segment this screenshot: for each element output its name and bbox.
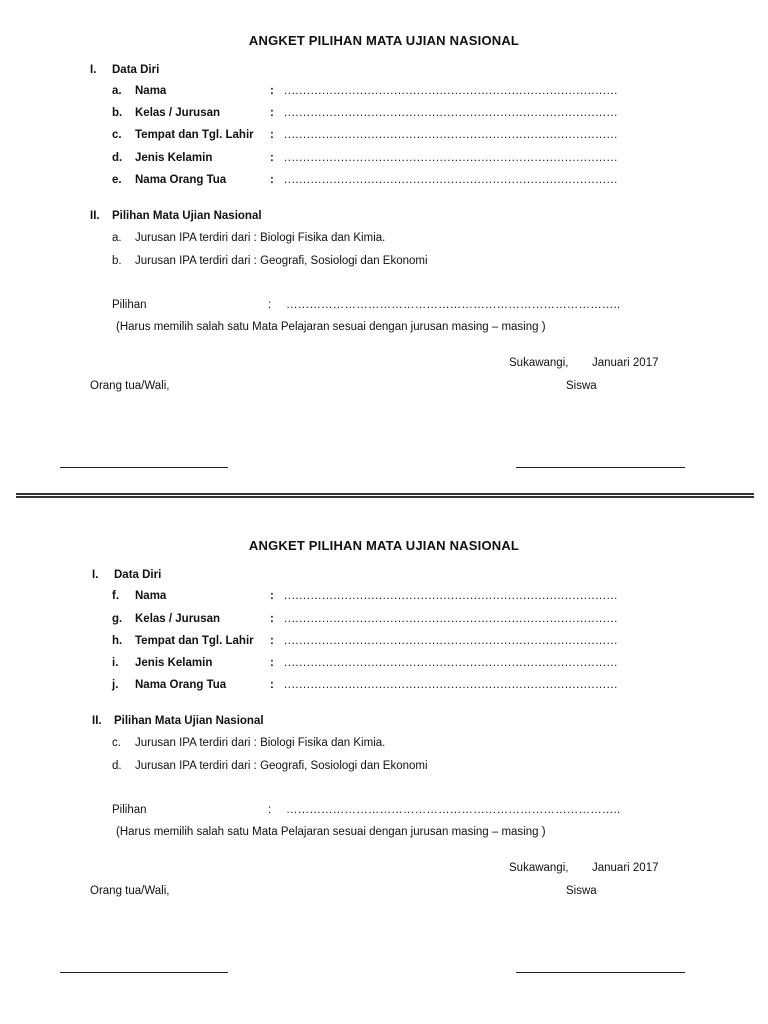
- field-colon: :: [270, 679, 274, 691]
- field-fill-line[interactable]: ........................................................................................: [284, 174, 618, 186]
- field-kelas-jurusan: [112, 613, 618, 629]
- guardian-label: Orang tua/Wali,: [90, 380, 170, 392]
- form-title: ANGKET PILIHAN MATA UJIAN NASIONAL: [248, 33, 520, 48]
- field-fill-line[interactable]: ........................................................................................: [284, 107, 618, 119]
- section-pilihan-mata-ujian: [92, 715, 264, 727]
- field-letter: a.: [112, 85, 122, 97]
- form-sheet-top: [0, 0, 768, 490]
- section-title: Data Diri: [112, 64, 160, 76]
- signing-place: Sukawangi,: [509, 357, 569, 369]
- pilihan-fill-line[interactable]: …………………………………………………………………………..: [286, 299, 621, 311]
- field-label: Tempat dan Tgl. Lahir: [135, 635, 254, 647]
- option-letter: b.: [112, 255, 122, 267]
- field-colon: :: [270, 590, 274, 602]
- field-colon: :: [270, 657, 274, 669]
- guardian-label: Orang tua/Wali,: [90, 885, 170, 897]
- option-text: Jurusan IPA terdiri dari : Geografi, Sosiologi dan Ekonomi: [135, 760, 428, 772]
- pilihan-label: Pilihan: [112, 804, 147, 816]
- option-letter: d.: [112, 760, 122, 772]
- field-label: Kelas / Jurusan: [135, 613, 221, 625]
- field-nama: [112, 590, 618, 606]
- pilihan-label: Pilihan: [112, 299, 147, 311]
- instruction-note: (Harus memilih salah satu Mata Pelajaran sesuai dengan jurusan masing – masing ): [116, 826, 546, 838]
- field-jenis-kelamin: [112, 657, 618, 673]
- section-number: II.: [90, 210, 100, 222]
- pilihan-colon: :: [268, 804, 272, 816]
- field-fill-line[interactable]: ........................................................................................: [284, 657, 618, 669]
- field-label: Jenis Kelamin: [135, 657, 213, 669]
- field-fill-line[interactable]: ........................................................................................: [284, 152, 618, 164]
- field-letter: i.: [112, 657, 119, 669]
- student-label: Siswa: [566, 380, 597, 392]
- section-title: Pilihan Mata Ujian Nasional: [114, 715, 264, 727]
- field-letter: g.: [112, 613, 123, 625]
- field-nama: [112, 85, 618, 101]
- field-tempat-tgl-lahir: [112, 129, 618, 145]
- section-number: I.: [92, 569, 99, 581]
- field-label: Nama Orang Tua: [135, 174, 227, 186]
- field-fill-line[interactable]: ........................................................................................: [284, 635, 618, 647]
- field-letter: h.: [112, 635, 123, 647]
- pilihan-colon: :: [268, 299, 272, 311]
- field-colon: :: [270, 174, 274, 186]
- option-letter: c.: [112, 737, 121, 749]
- field-fill-line[interactable]: ........................................................................................: [284, 85, 618, 97]
- option-text: Jurusan IPA terdiri dari : Biologi Fisika dan Kimia.: [135, 737, 386, 749]
- field-letter: b.: [112, 107, 123, 119]
- section-data-diri: [92, 569, 161, 581]
- field-letter: d.: [112, 152, 123, 164]
- pilihan-fill-line[interactable]: …………………………………………………………………………..: [286, 804, 621, 816]
- field-label: Tempat dan Tgl. Lahir: [135, 129, 254, 141]
- field-nama-orang-tua: [112, 174, 618, 190]
- field-tempat-tgl-lahir: [112, 635, 618, 651]
- field-letter: c.: [112, 129, 122, 141]
- signing-place: Sukawangi,: [509, 862, 569, 874]
- student-signature-line[interactable]: [516, 467, 685, 468]
- student-signature-line[interactable]: [516, 972, 685, 973]
- field-label: Nama: [135, 590, 167, 602]
- field-colon: :: [270, 613, 274, 625]
- section-pilihan-mata-ujian: [90, 210, 262, 222]
- field-label: Nama: [135, 85, 167, 97]
- section-title: Pilihan Mata Ujian Nasional: [112, 210, 262, 222]
- field-fill-line[interactable]: ........................................................................................: [284, 679, 618, 691]
- field-colon: :: [270, 129, 274, 141]
- field-label: Kelas / Jurusan: [135, 107, 221, 119]
- guardian-signature-line[interactable]: [60, 972, 228, 973]
- field-letter: f.: [112, 590, 120, 602]
- student-label: Siswa: [566, 885, 597, 897]
- field-colon: :: [270, 635, 274, 647]
- field-label: Jenis Kelamin: [135, 152, 213, 164]
- page-divider: [16, 493, 754, 498]
- field-jenis-kelamin: [112, 152, 618, 168]
- field-fill-line[interactable]: ........................................................................................: [284, 129, 618, 141]
- field-letter: j.: [112, 679, 119, 691]
- field-nama-orang-tua: [112, 679, 618, 695]
- field-kelas-jurusan: [112, 107, 618, 123]
- section-title: Data Diri: [114, 569, 162, 581]
- field-letter: e.: [112, 174, 122, 186]
- section-data-diri: [90, 64, 159, 76]
- field-colon: :: [270, 85, 274, 97]
- field-fill-line[interactable]: ........................................................................................: [284, 590, 618, 602]
- instruction-note: (Harus memilih salah satu Mata Pelajaran sesuai dengan jurusan masing – masing ): [116, 321, 546, 333]
- field-fill-line[interactable]: ........................................................................................: [284, 613, 618, 625]
- option-text: Jurusan IPA terdiri dari : Biologi Fisika dan Kimia.: [135, 232, 386, 244]
- form-title: ANGKET PILIHAN MATA UJIAN NASIONAL: [248, 538, 520, 553]
- form-sheet-bottom: [0, 505, 768, 995]
- guardian-signature-line[interactable]: [60, 467, 228, 468]
- field-label: Nama Orang Tua: [135, 679, 227, 691]
- field-colon: :: [270, 107, 274, 119]
- signing-date: Januari 2017: [592, 862, 659, 874]
- field-colon: :: [270, 152, 274, 164]
- section-number: I.: [90, 64, 97, 76]
- signing-date: Januari 2017: [592, 357, 659, 369]
- option-text: Jurusan IPA terdiri dari : Geografi, Sosiologi dan Ekonomi: [135, 255, 428, 267]
- option-letter: a.: [112, 232, 122, 244]
- section-number: II.: [92, 715, 102, 727]
